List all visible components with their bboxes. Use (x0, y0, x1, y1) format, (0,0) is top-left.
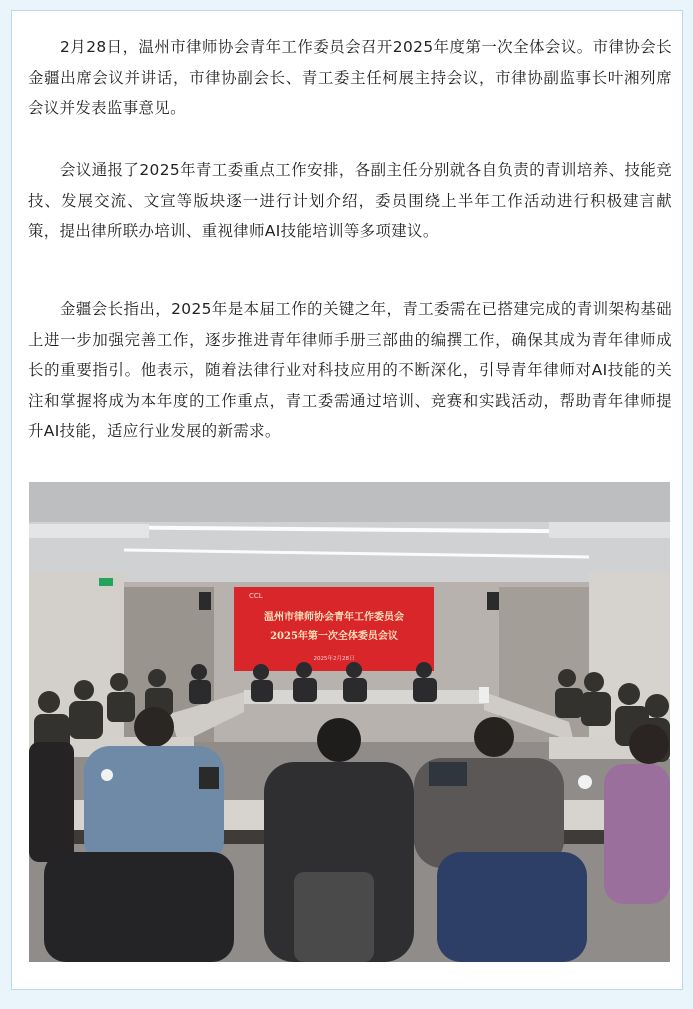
article-card (11, 10, 683, 990)
article-paragraph-3: 金疆会长指出，2025年是本届工作的关键之年，青工委需在已搭建完成的青训架构基础上进一步加强完善工作，逐步推进青年律师手册三部曲的编撰工作，确保其成为青年律师成长的重要指引。他表示，随着法律行业对科技应用的不断深化，引导青年律师对AI技能的关注和掌握将成为本年度的工作重点，青工委需通过培训、竞赛和实践活动，帮助青年律师提升AI技能，适应行业发展的新需求。 (28, 300, 672, 440)
banner-date: 2025年2月28日 (313, 656, 355, 662)
article-paragraph-2: 会议通报了2025年青工委重点工作安排，各副主任分别就各自负责的青训培养、技能竞技、发展交流、文宣等版块逐一进行计划介绍，委员围绕上半年工作活动进行积极建言献策，提出律所联办培训、重视律师AI技能培训等多项建议。 (28, 161, 672, 240)
exit-sign (99, 578, 113, 586)
meeting-photo (29, 482, 670, 962)
article-paragraph-1: 2月28日，温州市律师协会青年工作委员会召开2025年度第一次全体会议。市律协会长金疆出席会议并讲话，市律协副会长、青工委主任柯展主持会议，市律协副监事长叶湘列席会议并发表监事意见。 (28, 38, 672, 117)
meeting-photo-illustration (29, 482, 670, 962)
banner-logo: CCL (249, 592, 263, 600)
banner-title-line2: 2025年第一次全体委员会议 (270, 631, 398, 642)
banner-title-line1: 温州市律师协会青年工作委员会 (264, 612, 404, 623)
